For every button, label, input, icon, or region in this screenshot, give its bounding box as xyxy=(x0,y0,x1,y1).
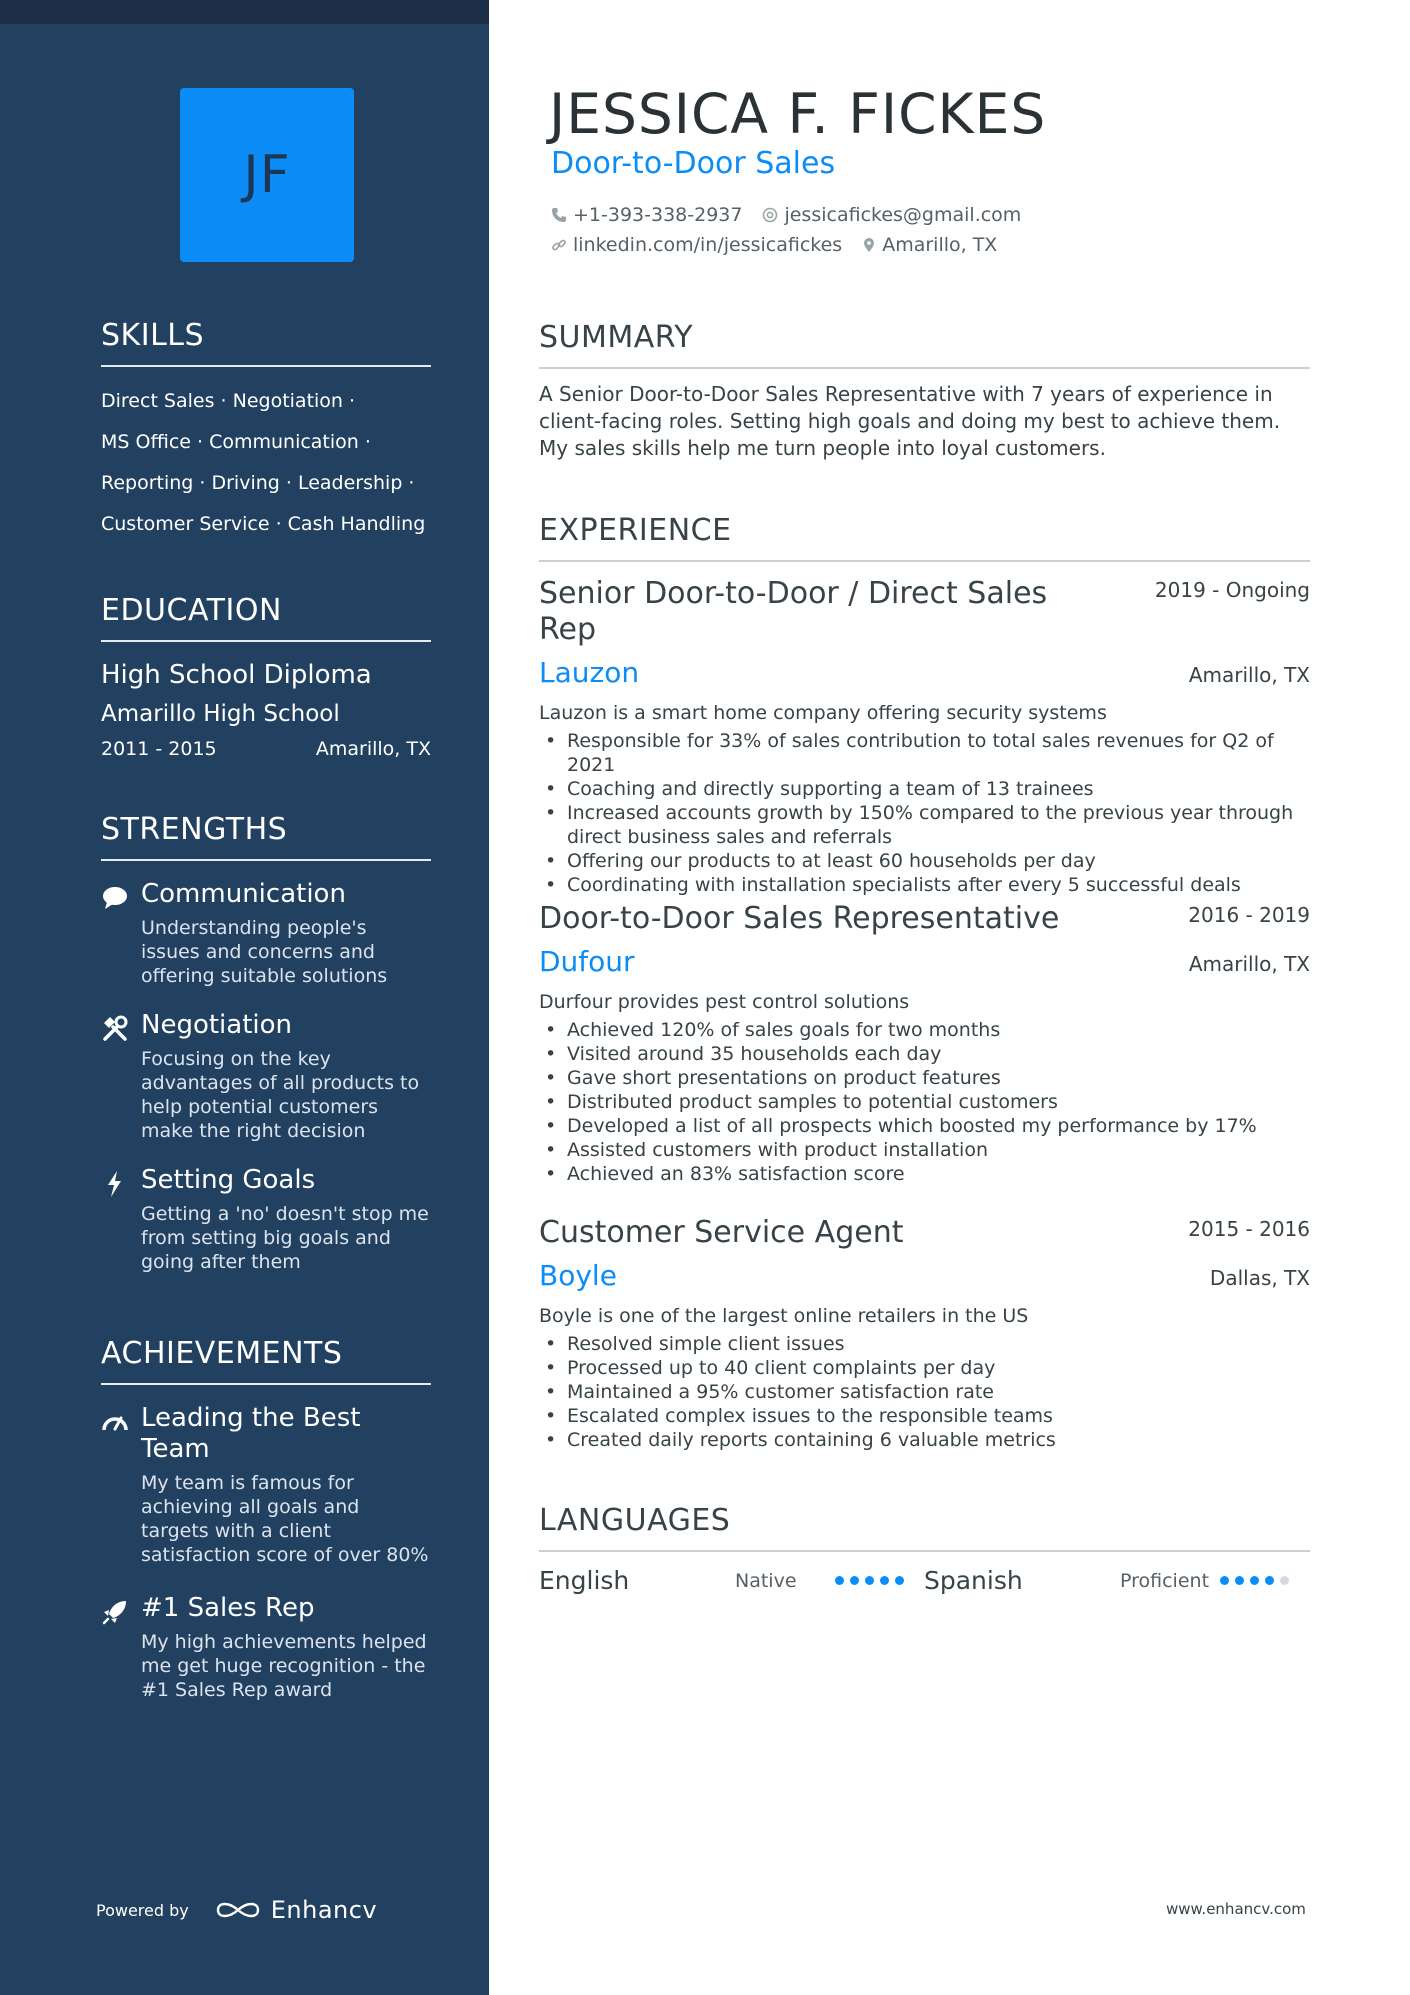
strength-desc: Focusing on the key advantages of all products to help potential customers make the right decision xyxy=(141,1048,420,1142)
job-dates: 2019 - Ongoing xyxy=(1154,578,1310,602)
enhancv-logo-icon xyxy=(215,1898,261,1922)
strength-item xyxy=(101,1010,431,1143)
language-rating xyxy=(835,1576,904,1585)
website-link[interactable]: www.enhancv.com xyxy=(1166,1900,1306,1918)
job-dates: 2016 - 2019 xyxy=(1188,903,1310,927)
candidate-role: Door-to-Door Sales xyxy=(551,146,836,181)
job-entry xyxy=(539,576,1310,897)
job-company: Dufour xyxy=(539,945,635,978)
location-contact xyxy=(862,234,997,256)
job-bullet: • Increased accounts growth by 150% compared to the previous year through direct business sales and referrals xyxy=(539,801,1310,849)
strength-title: Communication xyxy=(141,879,346,909)
email-contact[interactable] xyxy=(762,204,1021,226)
link-icon xyxy=(551,237,567,253)
skills-line: Reporting · Driving · Leadership · xyxy=(101,472,415,494)
rating-dot xyxy=(1250,1576,1259,1585)
enhancv-brand[interactable] xyxy=(215,1896,377,1924)
job-bullets xyxy=(539,729,1310,897)
strength-title: Negotiation xyxy=(141,1010,293,1040)
linkedin-contact[interactable] xyxy=(551,234,842,256)
education-degree: High School Diploma xyxy=(101,660,372,690)
candidate-name: JESSICA F. FICKES xyxy=(549,82,1047,146)
job-company: Lauzon xyxy=(539,656,640,689)
summary-title: SUMMARY xyxy=(539,320,1310,369)
speech-bubble-icon xyxy=(101,884,129,912)
job-location: Amarillo, TX xyxy=(1188,952,1310,976)
achievements-section xyxy=(101,1336,431,1724)
rating-dot xyxy=(1220,1576,1229,1585)
job-bullet: • Distributed product samples to potential customers xyxy=(539,1090,1310,1114)
job-location: Dallas, TX xyxy=(1209,1266,1310,1290)
location-pin-icon xyxy=(862,237,876,253)
achievement-title: Leading the Best Team xyxy=(141,1403,361,1464)
education-location: Amarillo, TX xyxy=(315,738,431,760)
job-bullet: • Escalated complex issues to the responsible teams xyxy=(539,1404,1310,1428)
rating-dot xyxy=(1265,1576,1274,1585)
tools-icon xyxy=(101,1015,129,1043)
job-bullet: • Coaching and directly supporting a team of 13 trainees xyxy=(539,777,1310,801)
job-bullet: • Assisted customers with product installation xyxy=(539,1138,1310,1162)
experience-title: EXPERIENCE xyxy=(539,513,1310,562)
strengths-title: STRENGTHS xyxy=(101,812,431,861)
job-bullet: • Resolved simple client issues xyxy=(539,1332,1310,1356)
language-level: Native xyxy=(735,1569,797,1592)
job-description: Boyle is one of the largest online retailers in the US xyxy=(539,1305,1029,1327)
job-bullet: • Responsible for 33% of sales contribution to total sales revenues for Q2 of 2021 xyxy=(539,729,1310,777)
language-name: English xyxy=(539,1566,630,1595)
job-location: Amarillo, TX xyxy=(1188,663,1310,687)
skills-line: Direct Sales · Negotiation · xyxy=(101,390,356,412)
strength-desc: Understanding people's issues and concerns and offering suitable solutions xyxy=(141,917,388,987)
avatar: JF xyxy=(180,88,354,262)
language-name: Spanish xyxy=(924,1566,1023,1595)
sidebar xyxy=(0,0,489,1995)
job-bullet: • Developed a list of all prospects which boosted my performance by 17% xyxy=(539,1114,1310,1138)
language-level: Proficient xyxy=(1120,1569,1210,1592)
job-company: Boyle xyxy=(539,1259,617,1292)
skills-title: SKILLS xyxy=(101,318,431,367)
summary-text: A Senior Door-to-Door Sales Representative with 7 years of experience in client-facing roles. Setting high goals and doing my best to achieve them. My sales skills help me turn people into loyal customers. xyxy=(539,382,1281,460)
job-title: Door-to-Door Sales Representative xyxy=(539,901,1060,936)
achievement-item xyxy=(101,1403,431,1567)
job-bullet: • Achieved 120% of sales goals for two months xyxy=(539,1018,1310,1042)
achievement-item xyxy=(101,1593,431,1702)
job-description: Durfour provides pest control solutions xyxy=(539,991,910,1013)
job-dates: 2015 - 2016 xyxy=(1188,1217,1310,1241)
strength-item xyxy=(101,879,431,988)
skills-line: MS Office · Communication · xyxy=(101,431,371,453)
sidebar-top-bar xyxy=(0,0,489,24)
main-content xyxy=(539,0,1310,1995)
achievement-desc: My team is famous for achieving all goals and targets with a client satisfaction score of over 80% xyxy=(141,1472,429,1566)
linkedin-text: linkedin.com/in/jessicafickes xyxy=(573,234,843,256)
job-entry xyxy=(539,1215,1310,1452)
job-bullet: • Created daily reports containing 6 valuable metrics xyxy=(539,1428,1310,1452)
education-school: Amarillo High School xyxy=(101,701,340,727)
education-title: EDUCATION xyxy=(101,593,431,642)
enhancv-brand-name: Enhancv xyxy=(270,1896,378,1924)
job-bullet: • Processed up to 40 client complaints per day xyxy=(539,1356,1310,1380)
achievement-desc: My high achievements helped me get huge recognition - the #1 Sales Rep award xyxy=(141,1631,427,1701)
job-bullet: • Gave short presentations on product features xyxy=(539,1066,1310,1090)
contact-row-1 xyxy=(551,204,1041,226)
strength-title: Setting Goals xyxy=(141,1165,316,1195)
lightning-icon xyxy=(101,1170,129,1198)
rating-dot xyxy=(835,1576,844,1585)
skills-line: Customer Service · Cash Handling xyxy=(101,513,426,535)
education-section xyxy=(101,593,431,764)
achievement-title: #1 Sales Rep xyxy=(141,1593,315,1623)
job-bullet: • Achieved an 83% satisfaction score xyxy=(539,1162,1310,1186)
job-bullets xyxy=(539,1018,1310,1186)
strengths-section xyxy=(101,812,431,1296)
email-text: jessicafickes@gmail.com xyxy=(784,204,1022,226)
languages-row xyxy=(539,1566,1310,1595)
language-item xyxy=(924,1566,1309,1595)
job-entry xyxy=(539,901,1310,1186)
language-item xyxy=(539,1566,924,1595)
education-dates: 2011 - 2015 xyxy=(101,738,217,760)
languages-title: LANGUAGES xyxy=(539,1503,1310,1552)
job-title: Senior Door-to-Door / Direct Sales Rep xyxy=(539,576,1048,647)
job-bullet: • Offering our products to at least 60 households per day xyxy=(539,849,1310,873)
job-bullet: • Maintained a 95% customer satisfaction rate xyxy=(539,1380,1310,1404)
strength-desc: Getting a 'no' doesn't stop me from setting big goals and going after them xyxy=(141,1203,429,1273)
location-text: Amarillo, TX xyxy=(882,234,998,256)
at-icon xyxy=(762,207,778,223)
skills-section xyxy=(101,318,431,545)
phone-contact[interactable] xyxy=(551,204,742,226)
rating-dot xyxy=(1235,1576,1244,1585)
speedometer-icon xyxy=(101,1408,129,1436)
rating-dot xyxy=(895,1576,904,1585)
rating-dot xyxy=(1280,1576,1289,1585)
rating-dot xyxy=(850,1576,859,1585)
job-bullets xyxy=(539,1332,1310,1452)
language-rating xyxy=(1220,1576,1289,1585)
job-title: Customer Service Agent xyxy=(539,1215,904,1250)
job-description: Lauzon is a smart home company offering security systems xyxy=(539,702,1107,724)
powered-by-label: Powered by xyxy=(96,1900,189,1920)
achievements-title: ACHIEVEMENTS xyxy=(101,1336,431,1385)
rating-dot xyxy=(865,1576,874,1585)
education-meta xyxy=(101,734,431,764)
phone-text: +1-393-338-2937 xyxy=(573,204,743,226)
strength-item xyxy=(101,1165,431,1274)
job-bullet: • Coordinating with installation specialists after every 5 successful deals xyxy=(539,873,1310,897)
rating-dot xyxy=(880,1576,889,1585)
phone-icon xyxy=(551,207,567,223)
powered-by xyxy=(96,1896,377,1924)
rocket-icon xyxy=(101,1598,129,1626)
job-bullet: • Visited around 35 households each day xyxy=(539,1042,1310,1066)
contact-row-2 xyxy=(551,234,1017,256)
